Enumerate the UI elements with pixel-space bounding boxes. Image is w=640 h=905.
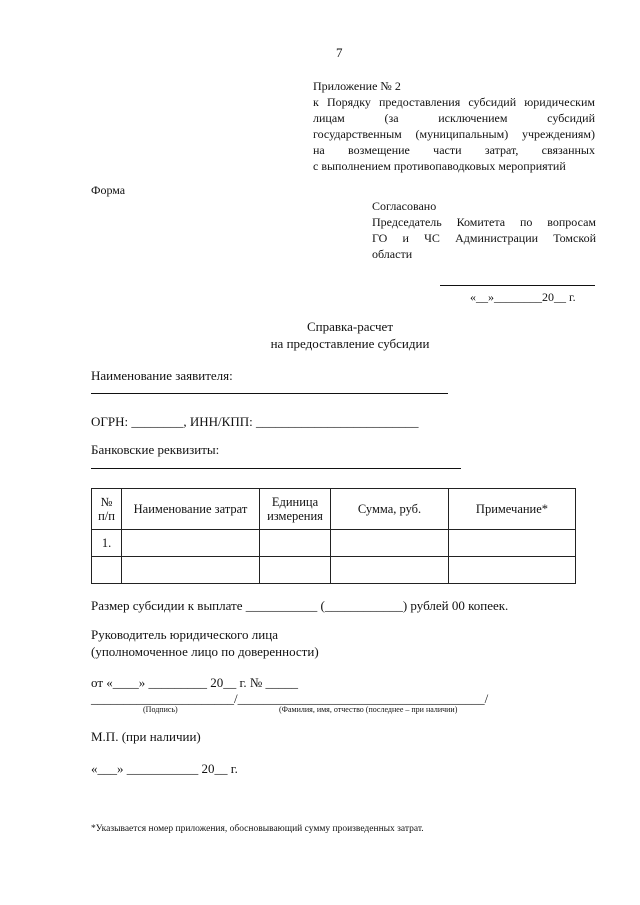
table-header-row — [92, 489, 576, 530]
approval-signature-line — [440, 285, 595, 286]
bank-details-label: Банковские реквизиты: — [91, 442, 220, 457]
appendix-line: государственным (муниципальным) учреждениям) — [313, 127, 595, 141]
header-num-line1: № — [100, 495, 113, 509]
date-number-line: от «____» _________ 20__ г. № _____ — [91, 675, 299, 690]
header-num — [92, 489, 122, 530]
header-unit — [260, 489, 331, 530]
document-title-line2: на предоставление субсидии — [270, 336, 430, 351]
bottom-date-line: «___» ___________ 20__ г. — [91, 761, 238, 776]
applicant-label: Наименование заявителя: — [91, 368, 233, 383]
fio-caption: (Фамилия, имя, отчество (последнее – при наличии) — [279, 705, 458, 714]
cell-sum[interactable] — [331, 530, 449, 557]
form-label: Форма — [91, 183, 126, 197]
head-title: Руководитель юридического лица — [91, 627, 278, 642]
head-block — [91, 626, 319, 660]
cell-num — [92, 557, 122, 584]
signature-line: ______________________/______________________________________/ — [91, 691, 489, 706]
table-row — [92, 557, 576, 584]
document-title-line1: Справка-расчет — [306, 319, 394, 334]
costs-table — [91, 488, 576, 584]
appendix-line: лицам (за исключением субсидий — [313, 111, 595, 125]
appendix-line: к Порядку предоставления субсидий юридическим — [313, 95, 595, 109]
footnote: *Указывается номер приложения, обосновывающий сумму произведенных затрат. — [91, 824, 424, 834]
subsidy-amount-line: Размер субсидии к выплате ___________ (____________) рублей 00 копеек. — [91, 598, 509, 613]
cell-sum[interactable] — [331, 557, 449, 584]
cell-num: 1. — [92, 530, 122, 557]
approval-line: ГО и ЧС Администрации Томской — [372, 231, 596, 245]
document-title — [0, 318, 640, 352]
appendix-line: на возмещение части затрат, связанных — [313, 143, 595, 157]
cell-cost-name[interactable] — [122, 557, 260, 584]
header-cost-name: Наименование затрат — [122, 489, 260, 530]
approval-title: Согласовано — [372, 199, 437, 213]
appendix-line: с выполнением противопаводковых мероприятий — [313, 159, 566, 173]
header-unit-line1: Единица — [271, 495, 319, 509]
cell-note[interactable] — [449, 557, 576, 584]
cell-note[interactable] — [449, 530, 576, 557]
applicant-name-line[interactable] — [91, 393, 448, 394]
header-note: Примечание* — [449, 489, 576, 530]
header-num-line2: п/п — [98, 509, 115, 523]
cell-cost-name[interactable] — [122, 530, 260, 557]
table-row — [92, 530, 576, 557]
approval-date: «__»________20__ г. — [470, 290, 576, 304]
appendix-title: Приложение № 2 — [313, 79, 401, 93]
header-sum: Сумма, руб. — [331, 489, 449, 530]
approval-line: Председатель Комитета по вопросам — [372, 215, 596, 229]
ogrn-inn-kpp-line: ОГРН: ________, ИНН/КПП: _________________________ — [91, 414, 419, 429]
stamp-label: М.П. (при наличии) — [91, 729, 201, 744]
cell-unit[interactable] — [260, 557, 331, 584]
bank-details-line[interactable] — [91, 468, 461, 469]
approval-block — [372, 198, 596, 262]
cell-unit[interactable] — [260, 530, 331, 557]
appendix-block — [313, 78, 595, 174]
approval-line: области — [372, 247, 413, 261]
header-unit-line2: измерения — [267, 509, 323, 523]
page-number: 7 — [336, 45, 343, 60]
head-subtitle: (уполномоченное лицо по доверенности) — [91, 644, 319, 659]
signature-caption: (Подпись) — [143, 705, 178, 714]
